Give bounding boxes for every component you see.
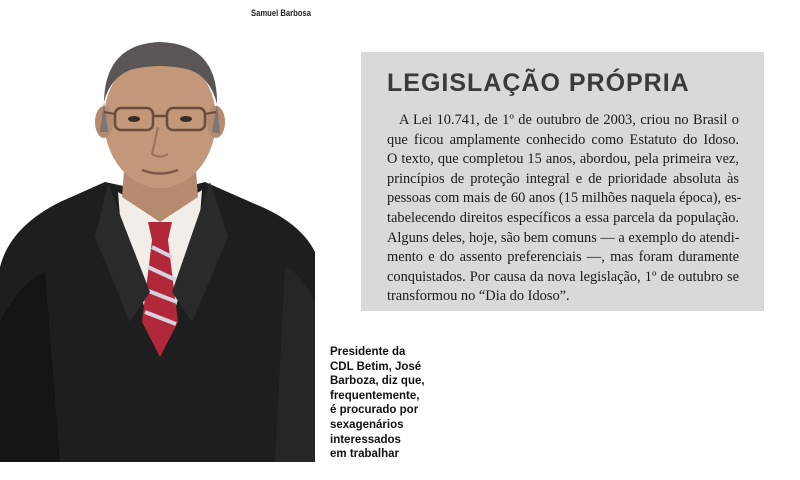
portrait-photo	[0, 22, 315, 462]
caption-line: Barboza, diz que,	[330, 375, 425, 388]
body-line: que ficou amplamente conhecido como Estatuto do Idoso.	[387, 131, 739, 148]
body-line: mento e do assento preferenciais —, mas foram duramente	[387, 249, 739, 266]
caption-line: frequentemente,	[330, 389, 420, 402]
photo-caption	[330, 345, 450, 462]
sidebar-title: LEGISLAÇÃO PRÓPRIA	[387, 69, 690, 97]
body-line: transformou no “Dia do Idoso”.	[387, 288, 570, 305]
legislation-sidebar	[361, 52, 764, 311]
body-line: tabelecendo direitos específicos a essa parcela da população.	[387, 209, 739, 226]
photo-credit: Samuel Barbosa	[251, 8, 311, 18]
caption-line: em trabalhar	[330, 448, 400, 461]
body-line: A Lei 10.741, de 1º de outubro de 2003, criou no Brasil o	[399, 112, 739, 128]
caption-line: interessados	[330, 433, 401, 446]
caption-line: é procurado por	[330, 404, 419, 417]
body-line: pessoas com mais de 60 anos (15 milhões naquela época), es-	[387, 190, 742, 207]
body-line: conquistados. Por causa da nova legislação, 1º de outubro se	[387, 268, 739, 285]
body-line: princípios de proteção integral e de prioridade absoluta às	[387, 170, 739, 187]
caption-line: sexagenários	[330, 418, 404, 431]
sidebar-body	[387, 111, 742, 307]
body-line: Alguns deles, hoje, são bem comuns — a exemplo do atendi-	[387, 229, 740, 246]
body-line: O texto, que completou 15 anos, abordou, pela primeira vez,	[387, 151, 739, 168]
caption-line: CDL Betim, José	[330, 360, 422, 373]
caption-line: Presidente da	[330, 346, 406, 358]
